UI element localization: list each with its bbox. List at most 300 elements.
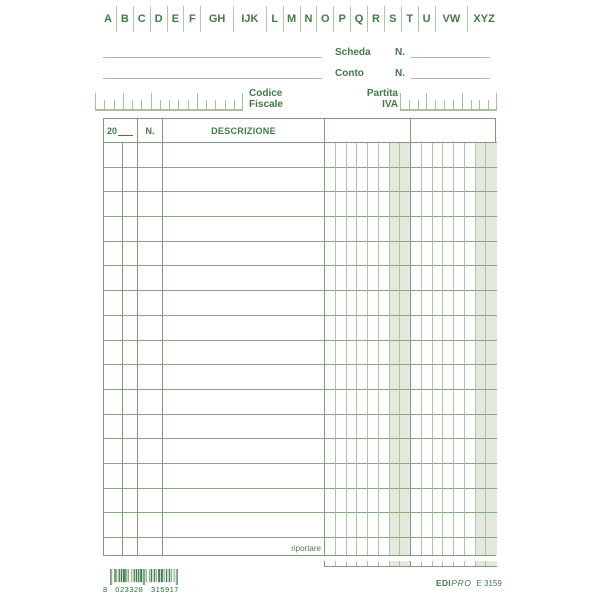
number-cell[interactable]: [138, 489, 163, 514]
amount-cell[interactable]: [443, 266, 454, 291]
amount-cell[interactable]: [400, 341, 411, 366]
amount-cell[interactable]: [476, 341, 487, 366]
amount-cell[interactable]: [368, 489, 379, 514]
amount-cell[interactable]: [476, 538, 487, 555]
amount-cell[interactable]: [368, 143, 379, 168]
amount-cell[interactable]: [400, 192, 411, 217]
amount-cell[interactable]: [486, 316, 497, 341]
description-cell[interactable]: [163, 266, 325, 291]
amount-cell[interactable]: [368, 291, 379, 316]
amount-cell[interactable]: [357, 390, 368, 415]
amount-cell[interactable]: [325, 168, 336, 193]
amount-cell[interactable]: [433, 192, 444, 217]
comb-cell[interactable]: [178, 92, 187, 109]
number-cell[interactable]: [138, 415, 163, 440]
amount-cell[interactable]: [433, 513, 444, 538]
amount-cell[interactable]: [379, 316, 390, 341]
date-month-cell[interactable]: [123, 415, 138, 440]
amount-cell[interactable]: [347, 415, 358, 440]
amount-cell[interactable]: [379, 341, 390, 366]
amount-cell[interactable]: [454, 538, 465, 555]
description-cell[interactable]: [163, 513, 325, 538]
amount-cell[interactable]: [433, 143, 444, 168]
date-month-cell[interactable]: [123, 513, 138, 538]
amount-cell[interactable]: [454, 192, 465, 217]
scheda-number-line[interactable]: [411, 43, 490, 58]
amount-cell[interactable]: [443, 538, 454, 555]
date-month-cell[interactable]: [123, 242, 138, 267]
amount-cell[interactable]: [368, 439, 379, 464]
comb-cell[interactable]: [206, 92, 215, 109]
amount-cell[interactable]: [443, 365, 454, 390]
amount-cell[interactable]: [400, 143, 411, 168]
amount-cell[interactable]: [400, 217, 411, 242]
number-cell[interactable]: [138, 217, 163, 242]
date-day-cell[interactable]: [104, 538, 123, 555]
amount-cell[interactable]: [454, 316, 465, 341]
amount-cell[interactable]: [476, 192, 487, 217]
amount-cell[interactable]: [368, 217, 379, 242]
amount-cell[interactable]: [454, 365, 465, 390]
amount-cell[interactable]: [325, 217, 336, 242]
number-cell[interactable]: [138, 266, 163, 291]
amount-cell[interactable]: [379, 192, 390, 217]
comb-cell[interactable]: [114, 92, 123, 109]
amount-cell[interactable]: [379, 464, 390, 489]
amount-cell[interactable]: [347, 365, 358, 390]
amount-cell[interactable]: [454, 464, 465, 489]
amount-cell[interactable]: [433, 439, 444, 464]
amount-cell[interactable]: [411, 513, 422, 538]
amount-cell[interactable]: [465, 513, 476, 538]
amount-cell[interactable]: [347, 143, 358, 168]
comb-cell[interactable]: [188, 92, 197, 109]
partita-iva-field[interactable]: [400, 92, 497, 111]
comb-cell[interactable]: [132, 92, 141, 109]
amount-cell[interactable]: [443, 143, 454, 168]
amount-cell[interactable]: [422, 266, 433, 291]
amount-cell[interactable]: [400, 489, 411, 514]
amount-cell[interactable]: [411, 341, 422, 366]
amount-cell[interactable]: [433, 291, 444, 316]
amount-cell[interactable]: [390, 316, 401, 341]
number-cell[interactable]: [138, 291, 163, 316]
amount-cell[interactable]: [411, 192, 422, 217]
date-day-cell[interactable]: [104, 464, 123, 489]
amount-cell[interactable]: [433, 538, 444, 555]
amount-cell[interactable]: [336, 291, 347, 316]
amount-cell[interactable]: [368, 242, 379, 267]
number-cell[interactable]: [138, 192, 163, 217]
amount-cell[interactable]: [465, 217, 476, 242]
amount-cell[interactable]: [368, 168, 379, 193]
date-month-cell[interactable]: [123, 266, 138, 291]
amount-cell[interactable]: [443, 168, 454, 193]
amount-cell[interactable]: [411, 538, 422, 555]
amount-cell[interactable]: [454, 513, 465, 538]
date-day-cell[interactable]: [104, 365, 123, 390]
description-cell[interactable]: [163, 415, 325, 440]
amount-cell[interactable]: [347, 291, 358, 316]
amount-cell[interactable]: [368, 316, 379, 341]
amount-cell[interactable]: [357, 143, 368, 168]
description-cell[interactable]: [163, 242, 325, 267]
amount-cell[interactable]: [433, 464, 444, 489]
amount-cell[interactable]: [465, 390, 476, 415]
amount-cell[interactable]: [411, 365, 422, 390]
amount-cell[interactable]: [400, 291, 411, 316]
amount-cell[interactable]: [357, 513, 368, 538]
amount-cell[interactable]: [347, 217, 358, 242]
amount-cell[interactable]: [357, 217, 368, 242]
amount-cell[interactable]: [368, 513, 379, 538]
amount-cell[interactable]: [357, 242, 368, 267]
date-day-cell[interactable]: [104, 291, 123, 316]
comb-cell[interactable]: [435, 92, 444, 109]
date-month-cell[interactable]: [123, 192, 138, 217]
comb-cell[interactable]: [160, 92, 169, 109]
amount-cell[interactable]: [476, 365, 487, 390]
amount-cell[interactable]: [379, 513, 390, 538]
amount-cell[interactable]: [454, 439, 465, 464]
amount-cell[interactable]: [443, 316, 454, 341]
amount-cell[interactable]: [443, 341, 454, 366]
amount-cell[interactable]: [422, 316, 433, 341]
amount-cell[interactable]: [433, 489, 444, 514]
comb-cell[interactable]: [141, 92, 150, 109]
riportare-cell[interactable]: riportare: [163, 538, 325, 555]
amount-cell[interactable]: [476, 464, 487, 489]
amount-cell[interactable]: [390, 192, 401, 217]
amount-cell[interactable]: [433, 341, 444, 366]
amount-cell[interactable]: [486, 143, 497, 168]
amount-cell[interactable]: [390, 439, 401, 464]
amount-cell[interactable]: [422, 242, 433, 267]
date-day-cell[interactable]: [104, 316, 123, 341]
amount-cell[interactable]: [443, 217, 454, 242]
amount-cell[interactable]: [368, 365, 379, 390]
amount-cell[interactable]: [486, 341, 497, 366]
amount-cell[interactable]: [486, 266, 497, 291]
amount-cell[interactable]: [454, 341, 465, 366]
amount-cell[interactable]: [422, 439, 433, 464]
amount-cell[interactable]: [422, 415, 433, 440]
amount-cell[interactable]: [357, 266, 368, 291]
amount-cell[interactable]: [368, 538, 379, 555]
amount-cell[interactable]: [347, 439, 358, 464]
amount-cell[interactable]: [357, 316, 368, 341]
amount-cell[interactable]: [390, 415, 401, 440]
description-cell[interactable]: [163, 316, 325, 341]
date-day-cell[interactable]: [104, 513, 123, 538]
date-day-cell[interactable]: [104, 242, 123, 267]
date-month-cell[interactable]: [123, 489, 138, 514]
amount-cell[interactable]: [347, 513, 358, 538]
amount-cell[interactable]: [486, 489, 497, 514]
amount-cell[interactable]: [379, 489, 390, 514]
comb-cell[interactable]: [225, 92, 234, 109]
amount-cell[interactable]: [390, 464, 401, 489]
amount-cell[interactable]: [336, 464, 347, 489]
date-month-cell[interactable]: [123, 538, 138, 555]
amount-cell[interactable]: [325, 415, 336, 440]
amount-cell[interactable]: [325, 266, 336, 291]
amount-cell[interactable]: [465, 489, 476, 514]
amount-cell[interactable]: [379, 143, 390, 168]
amount-cell[interactable]: [368, 266, 379, 291]
date-day-cell[interactable]: [104, 415, 123, 440]
number-cell[interactable]: [138, 316, 163, 341]
description-cell[interactable]: [163, 390, 325, 415]
amount-cell[interactable]: [476, 415, 487, 440]
number-cell[interactable]: [138, 341, 163, 366]
date-day-cell[interactable]: [104, 217, 123, 242]
amount-cell[interactable]: [379, 217, 390, 242]
amount-cell[interactable]: [433, 217, 444, 242]
amount-cell[interactable]: [411, 242, 422, 267]
comb-cell[interactable]: [197, 92, 206, 109]
amount-cell[interactable]: [486, 538, 497, 555]
amount-cell[interactable]: [422, 192, 433, 217]
amount-cell[interactable]: [325, 439, 336, 464]
date-month-cell[interactable]: [123, 341, 138, 366]
date-month-cell[interactable]: [123, 291, 138, 316]
amount-cell[interactable]: [443, 415, 454, 440]
number-cell[interactable]: [138, 168, 163, 193]
amount-cell[interactable]: [476, 217, 487, 242]
comb-cell[interactable]: [95, 92, 104, 109]
amount-cell[interactable]: [465, 192, 476, 217]
date-month-cell[interactable]: [123, 439, 138, 464]
amount-cell[interactable]: [336, 168, 347, 193]
amount-cell[interactable]: [486, 192, 497, 217]
amount-cell[interactable]: [486, 464, 497, 489]
amount-cell[interactable]: [379, 390, 390, 415]
amount-cell[interactable]: [486, 439, 497, 464]
amount-cell[interactable]: [411, 143, 422, 168]
amount-cell[interactable]: [336, 365, 347, 390]
amount-cell[interactable]: [336, 513, 347, 538]
amount-cell[interactable]: [357, 168, 368, 193]
amount-cell[interactable]: [433, 390, 444, 415]
comb-cell[interactable]: [169, 92, 178, 109]
amount-cell[interactable]: [390, 266, 401, 291]
amount-cell[interactable]: [411, 439, 422, 464]
amount-cell[interactable]: [411, 217, 422, 242]
amount-cell[interactable]: [454, 168, 465, 193]
amount-cell[interactable]: [465, 341, 476, 366]
amount-cell[interactable]: [400, 464, 411, 489]
amount-cell[interactable]: [357, 464, 368, 489]
amount-cell[interactable]: [400, 538, 411, 555]
account-name-line-2[interactable]: [103, 64, 322, 79]
amount-cell[interactable]: [433, 365, 444, 390]
amount-cell[interactable]: [422, 341, 433, 366]
amount-cell[interactable]: [400, 365, 411, 390]
amount-cell[interactable]: [357, 439, 368, 464]
amount-cell[interactable]: [325, 316, 336, 341]
amount-cell[interactable]: [422, 217, 433, 242]
amount-cell[interactable]: [379, 242, 390, 267]
amount-cell[interactable]: [336, 341, 347, 366]
description-cell[interactable]: [163, 143, 325, 168]
amount-cell[interactable]: [411, 415, 422, 440]
amount-cell[interactable]: [476, 390, 487, 415]
amount-cell[interactable]: [476, 489, 487, 514]
number-cell[interactable]: [138, 242, 163, 267]
amount-cell[interactable]: [411, 464, 422, 489]
amount-cell[interactable]: [433, 415, 444, 440]
amount-cell[interactable]: [422, 365, 433, 390]
amount-cell[interactable]: [454, 143, 465, 168]
amount-cell[interactable]: [486, 217, 497, 242]
amount-cell[interactable]: [336, 390, 347, 415]
amount-cell[interactable]: [400, 513, 411, 538]
comb-cell[interactable]: [444, 92, 453, 109]
amount-cell[interactable]: [465, 464, 476, 489]
amount-cell[interactable]: [390, 538, 401, 555]
amount-cell[interactable]: [400, 316, 411, 341]
amount-cell[interactable]: [486, 242, 497, 267]
amount-cell[interactable]: [336, 242, 347, 267]
amount-cell[interactable]: [465, 365, 476, 390]
amount-cell[interactable]: [476, 316, 487, 341]
amount-cell[interactable]: [347, 168, 358, 193]
amount-cell[interactable]: [325, 365, 336, 390]
date-day-cell[interactable]: [104, 168, 123, 193]
amount-cell[interactable]: [476, 143, 487, 168]
amount-cell[interactable]: [325, 489, 336, 514]
amount-cell[interactable]: [390, 513, 401, 538]
comb-cell[interactable]: [453, 92, 462, 109]
amount-cell[interactable]: [465, 415, 476, 440]
amount-cell[interactable]: [443, 513, 454, 538]
number-cell[interactable]: [138, 538, 163, 555]
amount-cell[interactable]: [368, 390, 379, 415]
conto-number-line[interactable]: [411, 64, 490, 79]
amount-cell[interactable]: [443, 489, 454, 514]
amount-cell[interactable]: [411, 316, 422, 341]
year-fill-line[interactable]: [118, 126, 133, 136]
amount-cell[interactable]: [390, 217, 401, 242]
amount-cell[interactable]: [379, 538, 390, 555]
description-cell[interactable]: [163, 217, 325, 242]
amount-cell[interactable]: [357, 192, 368, 217]
amount-cell[interactable]: [347, 316, 358, 341]
amount-cell[interactable]: [347, 390, 358, 415]
amount-cell[interactable]: [336, 415, 347, 440]
amount-cell[interactable]: [379, 266, 390, 291]
amount-cell[interactable]: [465, 538, 476, 555]
amount-cell[interactable]: [443, 439, 454, 464]
amount-cell[interactable]: [443, 291, 454, 316]
amount-cell[interactable]: [433, 266, 444, 291]
amount-cell[interactable]: [390, 390, 401, 415]
amount-cell[interactable]: [336, 538, 347, 555]
date-month-cell[interactable]: [123, 365, 138, 390]
amount-cell[interactable]: [400, 168, 411, 193]
amount-cell[interactable]: [476, 439, 487, 464]
amount-cell[interactable]: [476, 513, 487, 538]
amount-cell[interactable]: [347, 341, 358, 366]
date-month-cell[interactable]: [123, 143, 138, 168]
amount-cell[interactable]: [486, 415, 497, 440]
description-cell[interactable]: [163, 365, 325, 390]
amount-cell[interactable]: [325, 341, 336, 366]
amount-cell[interactable]: [390, 341, 401, 366]
amount-cell[interactable]: [476, 168, 487, 193]
number-cell[interactable]: [138, 464, 163, 489]
amount-cell[interactable]: [336, 143, 347, 168]
date-day-cell[interactable]: [104, 143, 123, 168]
amount-cell[interactable]: [422, 464, 433, 489]
amount-cell[interactable]: [390, 168, 401, 193]
amount-cell[interactable]: [454, 291, 465, 316]
amount-cell[interactable]: [368, 464, 379, 489]
number-cell[interactable]: [138, 365, 163, 390]
amount-cell[interactable]: [411, 168, 422, 193]
amount-cell[interactable]: [454, 242, 465, 267]
description-cell[interactable]: [163, 291, 325, 316]
amount-cell[interactable]: [325, 291, 336, 316]
description-cell[interactable]: [163, 168, 325, 193]
amount-cell[interactable]: [443, 192, 454, 217]
amount-cell[interactable]: [422, 513, 433, 538]
amount-cell[interactable]: [379, 168, 390, 193]
amount-cell[interactable]: [465, 266, 476, 291]
amount-cell[interactable]: [336, 217, 347, 242]
amount-cell[interactable]: [486, 168, 497, 193]
amount-cell[interactable]: [379, 439, 390, 464]
amount-cell[interactable]: [443, 464, 454, 489]
amount-cell[interactable]: [347, 242, 358, 267]
comb-cell[interactable]: [400, 92, 409, 109]
amount-cell[interactable]: [465, 439, 476, 464]
description-cell[interactable]: [163, 439, 325, 464]
amount-cell[interactable]: [422, 390, 433, 415]
amount-cell[interactable]: [357, 341, 368, 366]
amount-cell[interactable]: [465, 143, 476, 168]
date-day-cell[interactable]: [104, 341, 123, 366]
date-day-cell[interactable]: [104, 439, 123, 464]
amount-cell[interactable]: [411, 489, 422, 514]
amount-cell[interactable]: [325, 464, 336, 489]
amount-cell[interactable]: [336, 439, 347, 464]
amount-cell[interactable]: [476, 266, 487, 291]
amount-cell[interactable]: [325, 513, 336, 538]
amount-cell[interactable]: [486, 291, 497, 316]
description-cell[interactable]: [163, 192, 325, 217]
date-month-cell[interactable]: [123, 168, 138, 193]
amount-cell[interactable]: [357, 489, 368, 514]
amount-cell[interactable]: [325, 538, 336, 555]
comb-cell[interactable]: [462, 92, 471, 109]
number-cell[interactable]: [138, 390, 163, 415]
amount-cell[interactable]: [347, 266, 358, 291]
amount-cell[interactable]: [400, 415, 411, 440]
amount-cell[interactable]: [390, 242, 401, 267]
amount-cell[interactable]: [347, 192, 358, 217]
amount-cell[interactable]: [368, 415, 379, 440]
number-cell[interactable]: [138, 439, 163, 464]
description-cell[interactable]: [163, 489, 325, 514]
amount-cell[interactable]: [454, 266, 465, 291]
number-cell[interactable]: [138, 143, 163, 168]
amount-cell[interactable]: [325, 143, 336, 168]
amount-cell[interactable]: [336, 316, 347, 341]
amount-cell[interactable]: [390, 365, 401, 390]
amount-cell[interactable]: [433, 242, 444, 267]
